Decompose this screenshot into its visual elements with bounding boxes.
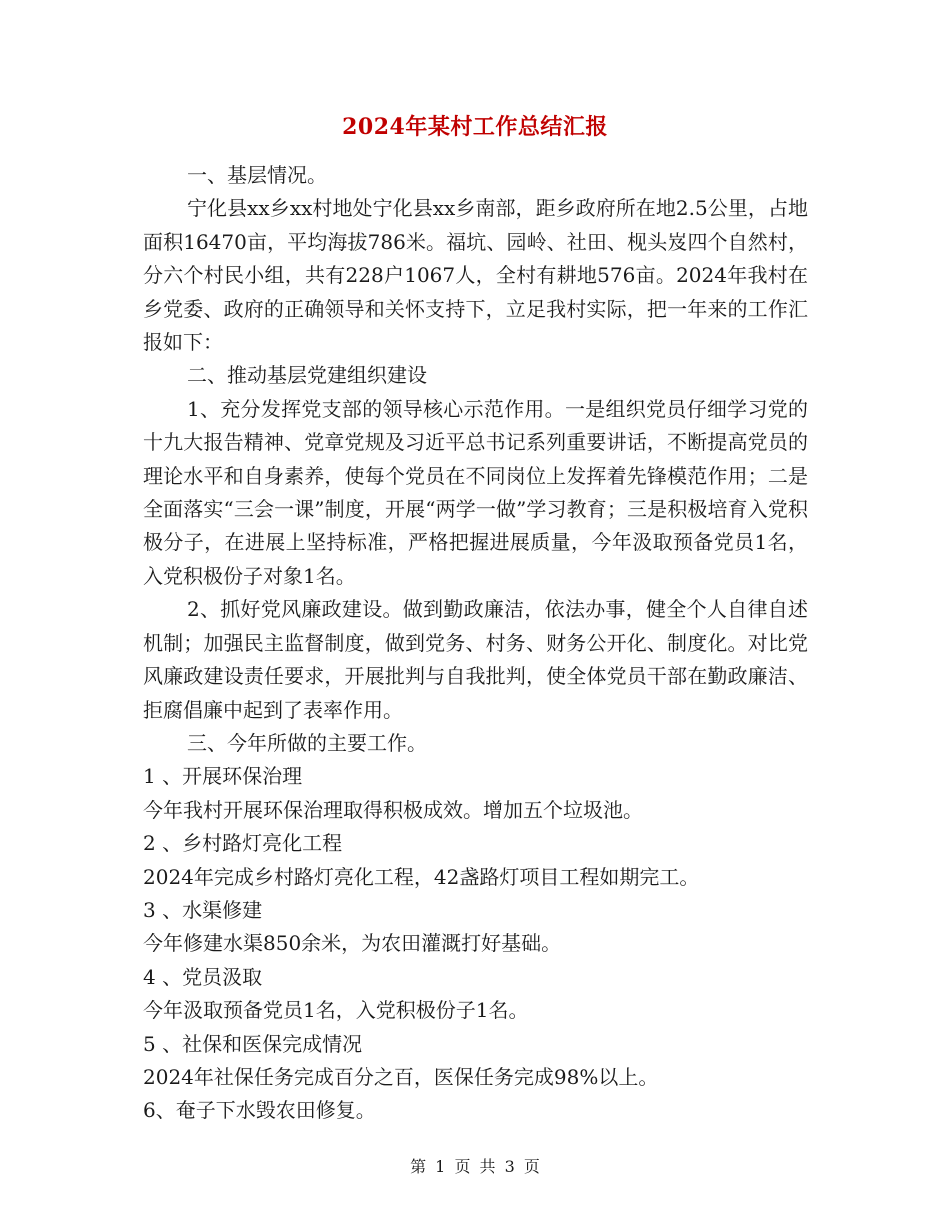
paragraph-integrity: 2、抓好党风廉政建设。做到勤政廉洁，依法办事，健全个人自律自述机制；加强民主监督制度，做到党务、村务、财务公开化、制度化。对比党风廉政建设责任要求，开展批判与自我批判，使全体党员干部在勤政廉洁、拒腐倡廉中起到了表率作用。 — [143, 597, 808, 722]
paragraph-environment: 今年我村开展环保治理取得积极成效。增加五个垃圾池。 — [143, 797, 643, 822]
paragraph-party-core: 1、充分发挥党支部的领导核心示范作用。一是组织党员仔细学习党的十九大报告精神、党章党规及习近平总书记系列重要讲话，不断提高党员的理论水平和自身素养，使每个党员在不同岗位上发挥着先锋模范作用；二是全面落实“三会一课”制度，开展“两学一做”学习教育；三是积极培育入党积极分子，在进展上坚持标准，严格把握进展质量，今年汲取预备党员1名，入党积极份子对象1名。 — [143, 396, 808, 588]
paragraph-party-members: 今年汲取预备党员1名，入党积极份子1名。 — [143, 998, 529, 1023]
page-number-footer: 第 1 页 共 3 页 — [410, 1157, 540, 1176]
subheading-farmland-repair: 6、奄子下水毁农田修复。 — [143, 1098, 376, 1123]
subheading-insurance: 5 、社保和医保完成情况 — [143, 1031, 363, 1056]
document-title: 2024年某村工作总结汇报 — [342, 114, 608, 140]
paragraph-canal: 今年修建水渠850余米，为农田灌溉打好基础。 — [143, 931, 562, 956]
paragraph-streetlights: 2024年完成乡村路灯亮化工程，42盏路灯项目工程如期完工。 — [143, 864, 700, 889]
subheading-environment: 1 、开展环保治理 — [143, 764, 303, 789]
section-heading-1: 一、基层情况。 — [187, 163, 327, 187]
section-heading-3: 三、今年所做的主要工作。 — [187, 730, 427, 755]
paragraph-basic-info: 宁化县xx乡xx村地处宁化县xx乡南部，距乡政府所在地2.5公里，占地面积16470亩，平均海拔786米。福坑、园岭、社田、枧头岌四个自然村，分六个村民小组，共有228户1067人，全村有耕地576亩。2024年我村在乡党委、政府的正确领导和关怀支持下，立足我村实际，把一年来的工作汇报如下： — [143, 196, 808, 355]
subheading-party-members: 4 、党员汲取 — [143, 964, 263, 989]
section-heading-2: 二、推动基层党建组织建设 — [187, 363, 427, 388]
subheading-canal: 3 、水渠修建 — [143, 897, 263, 922]
document-body — [143, 159, 808, 1128]
subheading-streetlights: 2 、乡村路灯亮化工程 — [143, 831, 343, 856]
paragraph-insurance: 2024年社保任务完成百分之百，医保任务完成98%以上。 — [143, 1064, 659, 1089]
